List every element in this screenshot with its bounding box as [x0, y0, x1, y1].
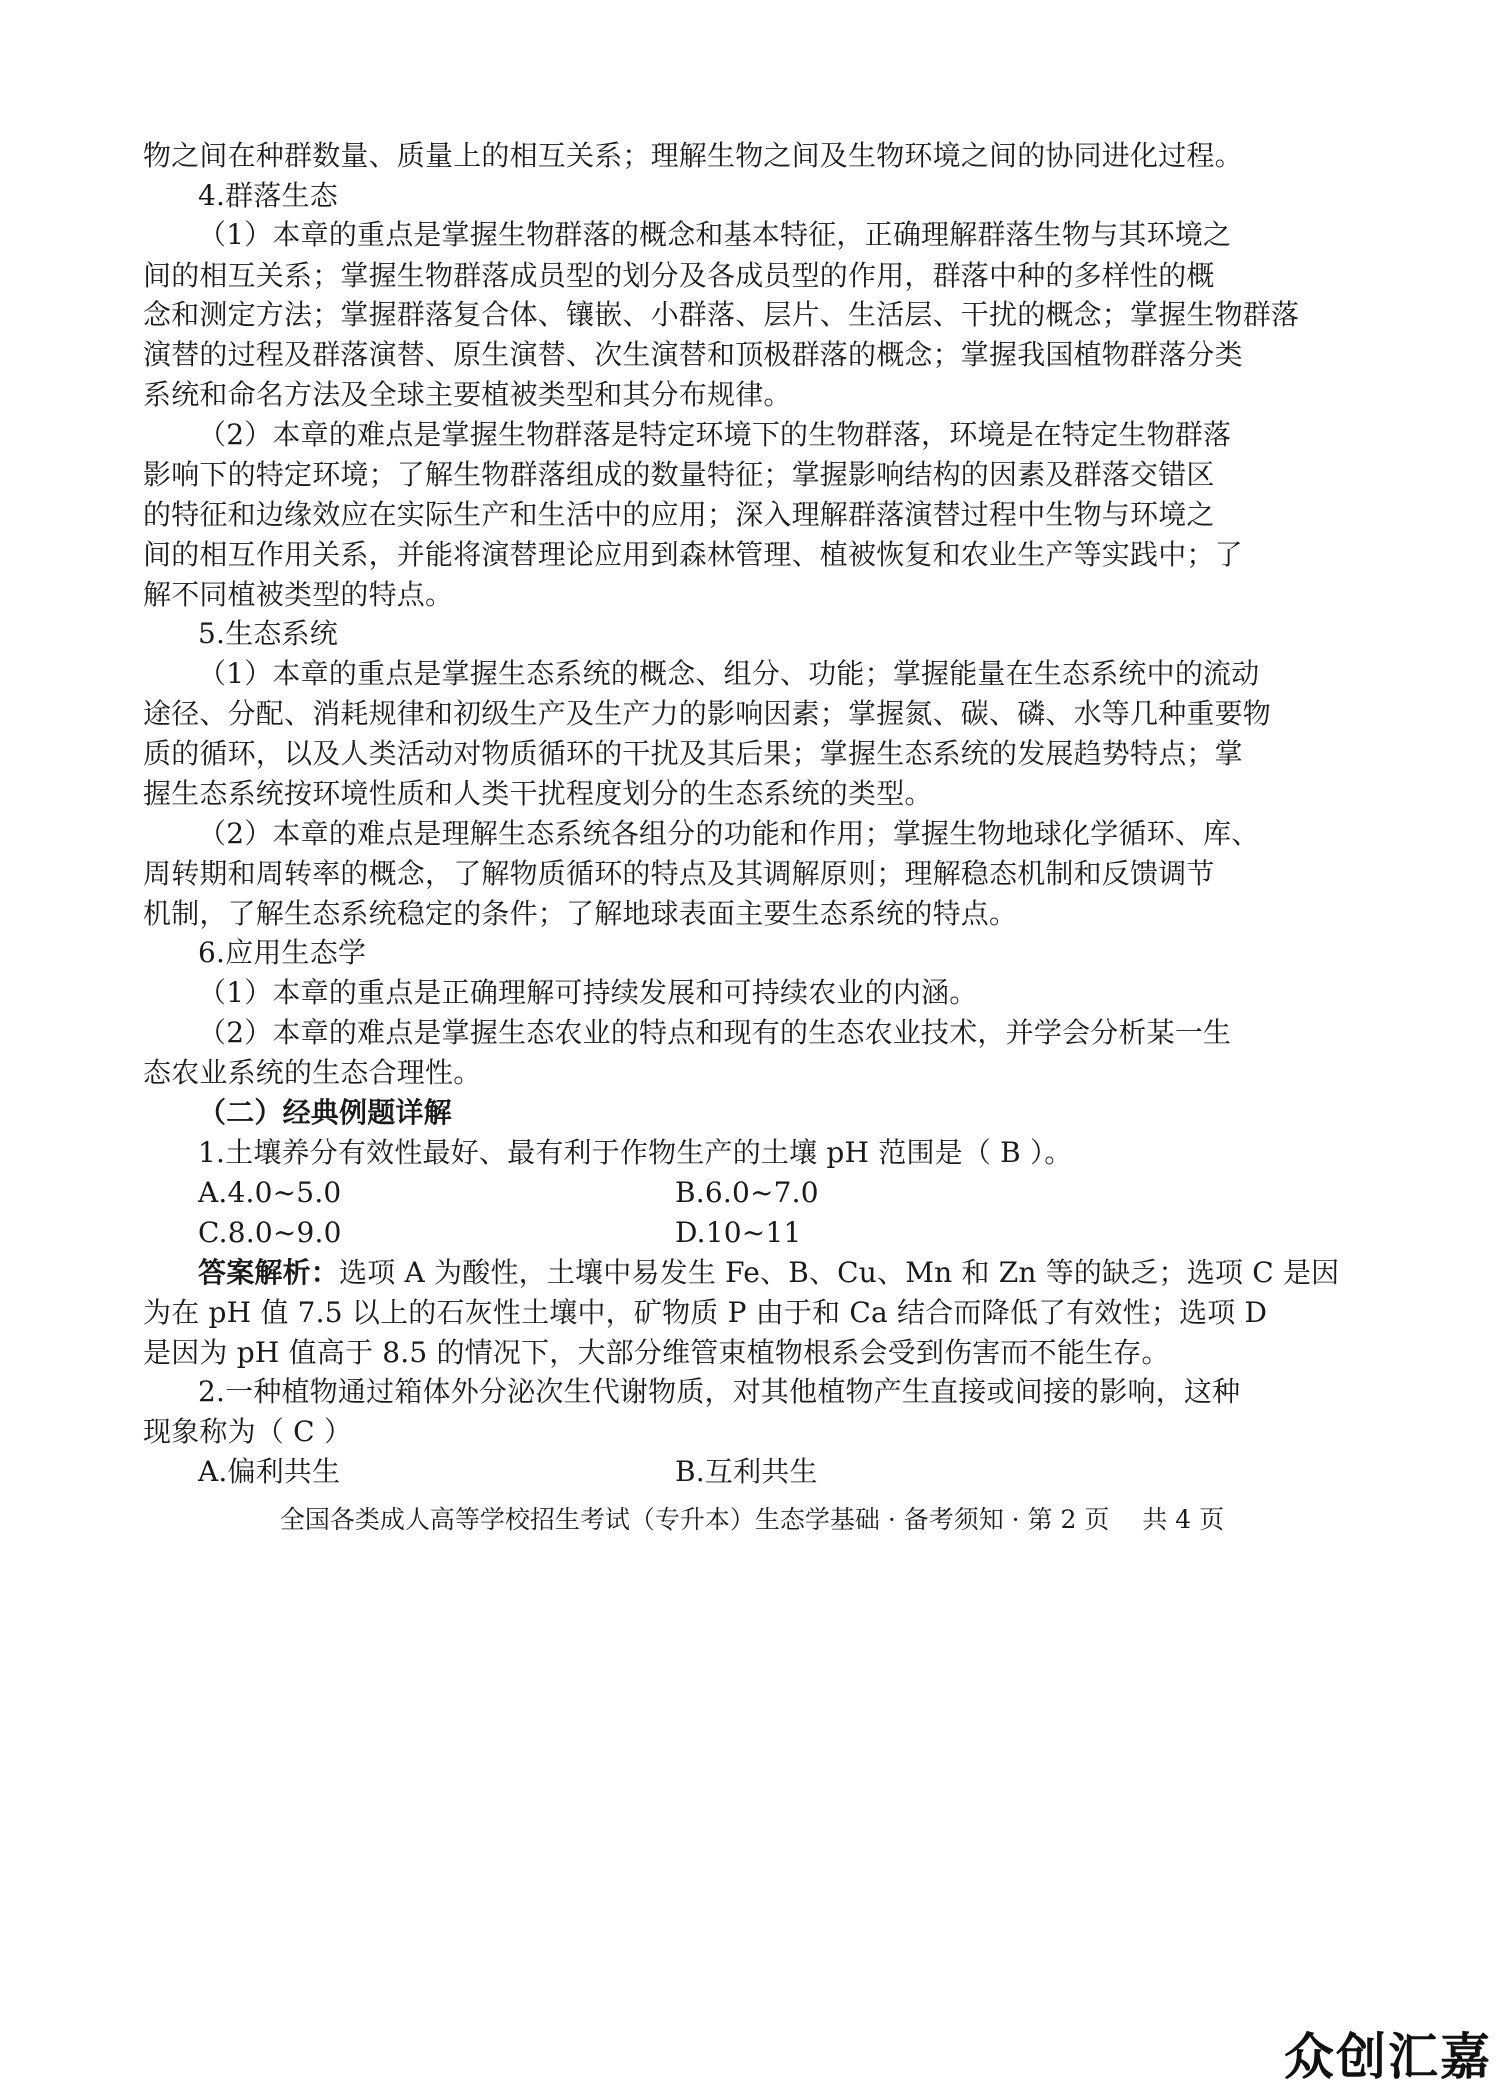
question-2-stem: 2.一种植物通过箱体外分泌次生代谢物质，对其他植物产生直接或间接的影响，这种 — [198, 1375, 1241, 1408]
body-line: 的特征和边缘效应在实际生产和生活中的应用；深入理解群落演替过程中生物与环境之 — [143, 498, 1215, 531]
section-heading: （二）经典例题详解 — [198, 1096, 452, 1129]
subsection-title: 6.应用生态学 — [198, 936, 367, 969]
body-line: （1）本章的重点是正确理解可持续发展和可持续农业的内涵。 — [198, 976, 978, 1009]
q1-option-b: B.6.0~7.0 — [675, 1176, 819, 1209]
q2-option-a: A.偏利共生 — [198, 1455, 341, 1488]
body-line: 物之间在种群数量、质量上的相互关系；理解生物之间及生物环境之间的协同进化过程。 — [143, 139, 1243, 172]
body-line: 途径、分配、消耗规律和初级生产及生产力的影响因素；掌握氮、碳、磷、水等几种重要物 — [143, 697, 1272, 730]
body-line: 解不同植被类型的特点。 — [143, 578, 454, 611]
subsection-title: 4.群落生态 — [198, 179, 338, 212]
q1-option-a: A.4.0~5.0 — [198, 1176, 342, 1209]
body-line: （2）本章的难点是理解生态系统各组分的功能和作用；掌握生物地球化学循环、库、 — [198, 817, 1260, 850]
body-line: 间的相互作用关系，并能将演替理论应用到森林管理、植被恢复和农业生产等实践中；了 — [143, 538, 1243, 571]
q2-option-b: B.互利共生 — [675, 1455, 818, 1488]
body-line: （1）本章的重点是掌握生物群落的概念和基本特征，正确理解群落生物与其环境之 — [198, 218, 1232, 251]
body-line: 演替的过程及群落演替、原生演替、次生演替和顶极群落的概念；掌握我国植物群落分类 — [143, 338, 1243, 371]
watermark-logo: 众创汇嘉 — [1284, 2028, 1492, 2086]
question-1-options-row-1 — [198, 1173, 341, 1213]
body-line: （2）本章的难点是掌握生物群落是特定环境下的生物群落，环境是在特定生物群落 — [198, 418, 1232, 451]
body-line: 念和测定方法；掌握群落复合体、镶嵌、小群落、层片、生活层、干扰的概念；掌握生物群落 — [143, 298, 1300, 331]
q1-option-d: D.10~11 — [675, 1216, 802, 1249]
body-line: 系统和命名方法及全球主要植被类型和其分布规律。 — [143, 378, 792, 411]
body-line: 质的循环，以及人类活动对物质循环的干扰及其后果；掌握生态系统的发展趋势特点；掌 — [143, 737, 1243, 770]
body-line: （1）本章的重点是掌握生态系统的概念、组分、功能；掌握能量在生态系统中的流动 — [198, 657, 1260, 690]
q1-analysis-line: 是因为 pH 值高于 8.5 的情况下，大部分维管束植物根系会受到伤害而不能生存。 — [143, 1336, 1170, 1369]
analysis-text: 选项 A 为酸性，土壤中易发生 Fe、B、Cu、Mn 和 Zn 等的缺乏；选项 C 是因 — [339, 1256, 1340, 1289]
body-line: 握生态系统按环境性质和人类干扰程度划分的生态系统的类型。 — [143, 777, 933, 810]
q1-option-c: C.8.0~9.0 — [198, 1216, 342, 1249]
body-line: 机制，了解生态系统稳定的条件；了解地球表面主要生态系统的特点。 — [143, 897, 1018, 930]
body-line: 态农业系统的生态合理性。 — [143, 1056, 482, 1089]
body-line: 周转期和周转率的概念，了解物质循环的特点及其调解原则；理解稳态机制和反馈调节 — [143, 857, 1215, 890]
q1-analysis-line: 为在 pH 值 7.5 以上的石灰性土壤中，矿物质 P 由于和 Ca 结合而降低了有效性；选项 D — [143, 1296, 1268, 1329]
q1-analysis-line — [198, 1253, 1339, 1293]
body-line: （2）本章的难点是掌握生态农业的特点和现有的生态农业技术，并学会分析某一生 — [198, 1016, 1232, 1049]
body-line: 影响下的特定环境；了解生物群落组成的数量特征；掌握影响结构的因素及群落交错区 — [143, 458, 1215, 491]
analysis-label: 答案解析： — [198, 1256, 340, 1289]
subsection-title: 5.生态系统 — [198, 617, 338, 650]
body-line: 间的相互关系；掌握生物群落成员型的划分及各成员型的作用，群落中种的多样性的概 — [143, 259, 1215, 292]
question-1-stem: 1.土壤养分有效性最好、最有利于作物生产的土壤 pH 范围是（ B ）。 — [198, 1136, 1073, 1169]
question-2-stem: 现象称为（ C ） — [143, 1415, 353, 1448]
page-footer: 全国各类成人高等学校招生考试（专升本）生态学基础 · 备考须知 · 第 2 页 共 4 页 — [279, 1505, 1225, 1534]
